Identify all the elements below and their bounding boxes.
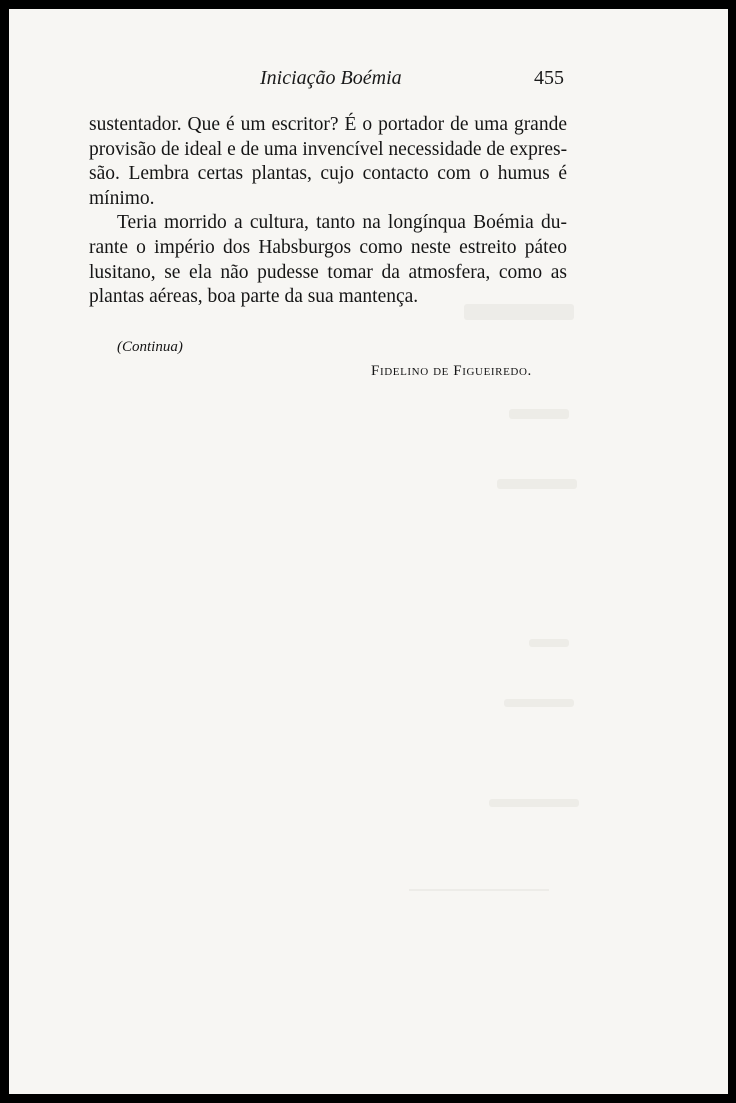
text-line: plantas aéreas, boa parte da sua mantença.: [89, 286, 419, 308]
continua-note: (Continua): [117, 339, 183, 355]
running-title: Iniciação Boémia: [260, 67, 402, 89]
text-line: sustentador. Que é um escritor? É o portador de uma grande: [89, 114, 567, 135]
book-page: [9, 9, 728, 1094]
text-line: são. Lembra certas plantas, cujo contacto com o humus é: [89, 163, 567, 185]
text-line: rante o império dos Habsburgos como neste estreito páteo: [89, 236, 567, 258]
page-number: 455: [534, 67, 564, 89]
text-line: mínimo.: [89, 187, 155, 209]
text-line: provisão de ideal e de uma invencível necessidade de expres-: [89, 138, 568, 160]
text-line: Teria morrido a cultura, tanto na longínqua Boémia du-: [117, 212, 567, 234]
body-text: [89, 113, 567, 310]
author-signature: Fidelino de Figueiredo.: [371, 363, 532, 379]
text-line: lusitano, se ela não pudesse tomar da atmosfera, como as: [89, 261, 567, 283]
